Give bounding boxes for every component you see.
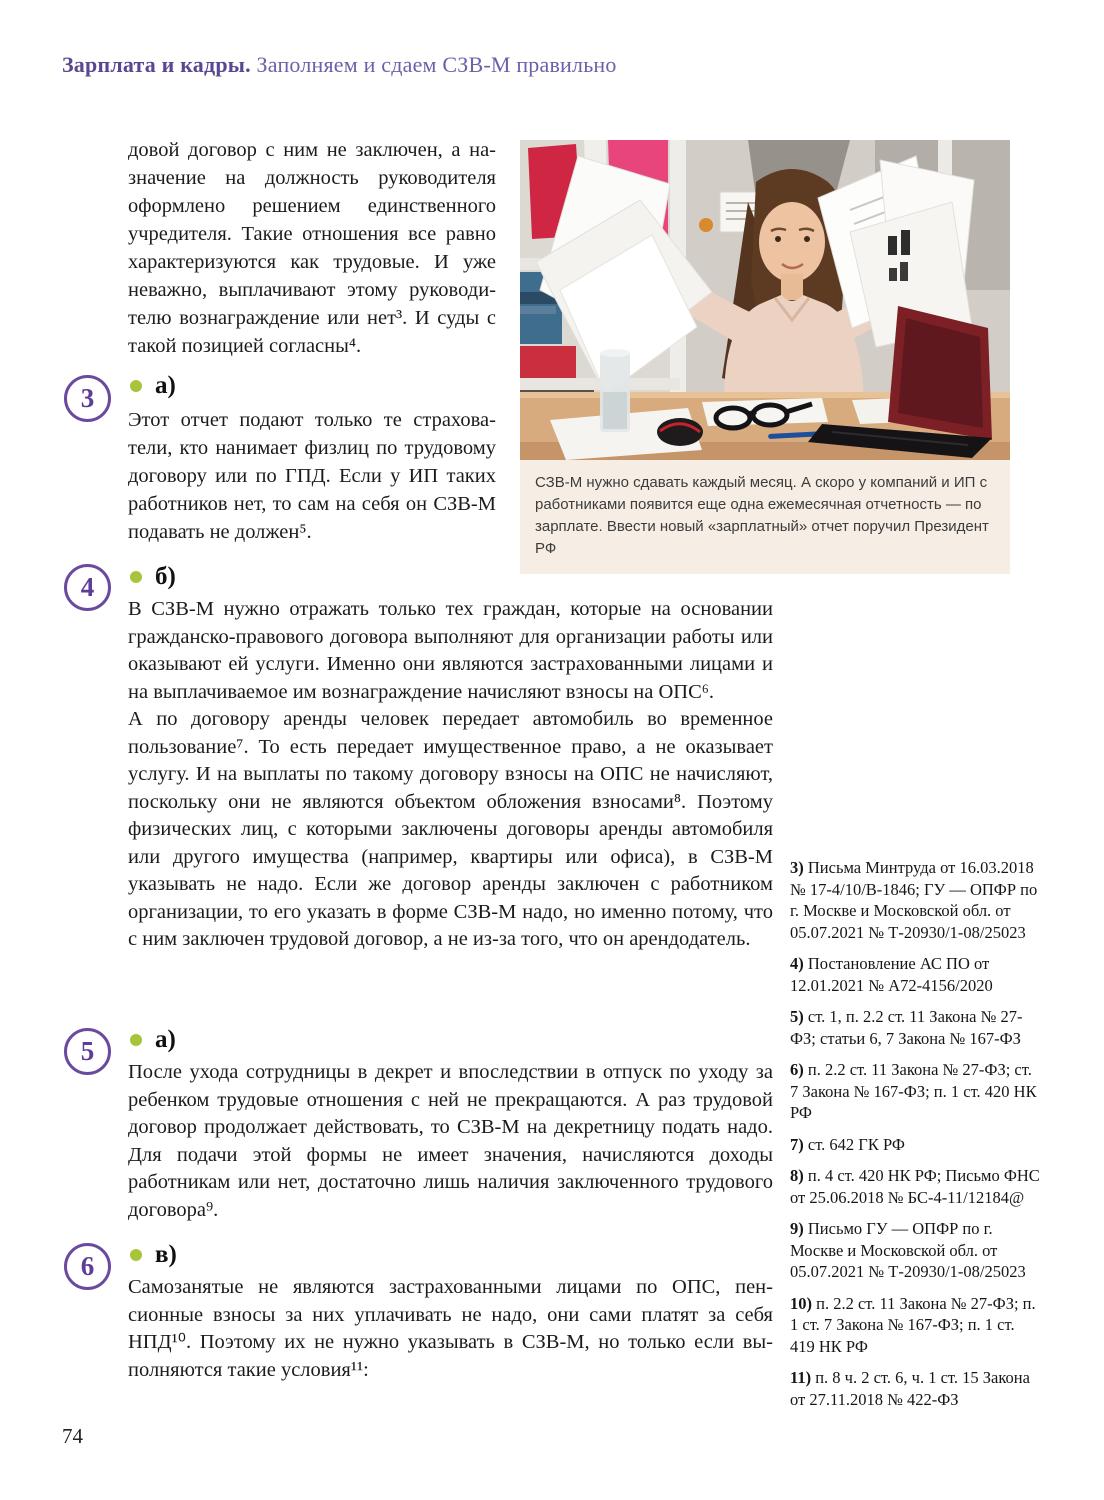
footnote: 4) Постановление АС ПО от 12.01.2021 № А72-4156/2020 bbox=[790, 954, 993, 995]
section-label: а) bbox=[155, 1026, 176, 1053]
section-heading-3 bbox=[130, 372, 176, 400]
section-label: в) bbox=[155, 1241, 177, 1268]
running-head-rubric: Зарплата и кадры. bbox=[62, 52, 251, 77]
footnote: 11) п. 8 ч. 2 ст. 6, ч. 1 ст. 15 Закона от 27.11.2018 № 422-ФЗ bbox=[790, 1368, 1030, 1409]
green-bullet-icon bbox=[130, 571, 142, 583]
section-label: а) bbox=[155, 372, 176, 399]
section-heading-5 bbox=[130, 1026, 176, 1054]
section-badge-4 bbox=[64, 564, 111, 611]
section-badge-6 bbox=[64, 1243, 111, 1290]
photo-caption: СЗВ-М нужно сдавать каждый месяц. А скоро у компаний и ИП с работниками появится еще одна ежемесячная отчетность — по зарплате. Ввести новый «зарплатный» отчет поручил Президент РФ bbox=[520, 460, 1010, 574]
footnote: 10) п. 2.2 ст. 11 Закона № 27-ФЗ; п. 1 ст. 7 Закона № 167-ФЗ; п. 1 ст. 419 НК РФ bbox=[790, 1293, 1036, 1356]
section-badge-3 bbox=[64, 375, 111, 422]
page-number: 74 bbox=[62, 1424, 83, 1448]
section-text-3: Этот отчет подают только те страхователи, кто нанимает физлиц по трудовому договору или по ГПД. Если у ИП таких работников нет, то сам на себя он СЗВ-М подавать не должен⁵. bbox=[128, 409, 496, 543]
section-badge-5 bbox=[64, 1028, 111, 1075]
running-head-title: Заполняем и сдаем СЗВ-М правильно bbox=[256, 52, 617, 77]
section-heading-4 bbox=[130, 563, 176, 591]
section-heading-6 bbox=[130, 1241, 177, 1269]
office-photo bbox=[520, 140, 1010, 460]
footnote: 5) ст. 1, п. 2.2 ст. 11 Закона № 27-ФЗ; статьи 6, 7 Закона № 167-ФЗ bbox=[790, 1007, 1023, 1048]
intro-paragraph: довой договор с ним не заключен, а назначение на должность руководителя оформлено решением единственного учредителя. Такие отношения все равно характеризуются как трудовые. И уже неважно, выплачивают этому руководителю вознаграждение или нет³. И суды с такой позицией согласны⁴. bbox=[128, 139, 496, 357]
section-number: 4 bbox=[80, 572, 95, 602]
footnote: 9) Письмо ГУ — ОПФР по г. Москве и Московской обл. от 05.07.2021 № Т-20930/1-08/25023 bbox=[790, 1219, 1026, 1281]
running-head bbox=[62, 52, 617, 78]
footnotes-column bbox=[790, 857, 1042, 1420]
section-text-5: После ухода сотрудницы в декрет и впоследствии в отпуск по уходу за ребенком трудовые отношения с ней не прекращаются. А раз трудовой договор продолжает действовать, то СЗВ-М на декретницу подать надо. Для подачи этой формы не имеет значения, начисляются доходы работникам или нет, достаточно лишь наличия заключенного трудового договора⁹. bbox=[128, 1061, 773, 1221]
footnote: 8) п. 4 ст. 420 НК РФ; Письмо ФНС от 25.06.2018 № БС-4-11/12184@ bbox=[790, 1166, 1040, 1207]
section-text-4: В СЗВ-М нужно отражать только тех граждан, которые на основании гражданско-правового договора выполняют для организации работы или оказывают ей услуги. Именно они являются застрахованными лицами и на выплачиваемое им вознаграждение начисляют взносы на ОПС⁶. А по договору аренды человек передает автомобиль во временное пользование⁷. То есть передает имущественное право, а не оказывает услугу. И на выплаты по такому договору взносы на ОПС не начисляют, поскольку они не являются объектом обложения взносами⁸. Поэтому физических лиц, с которыми заключены договоры аренды автомобиля или другого имущества (например, квартиры или офиса), в СЗВ-М указывать не надо. Если же договор аренды заключен с работником организации, то его указать в форме СЗВ-М надо, но именно потому, что с ним заключен трудовой договор, а не из-за того, что он арендодатель. bbox=[128, 598, 773, 950]
section-number: 3 bbox=[80, 383, 95, 413]
section-number: 6 bbox=[80, 1251, 95, 1281]
section-text-6: Самозанятые не являются застрахованными лицами по ОПС, пенсионные взносы за них уплачивать не надо, они сами платят за себя НПД¹⁰. Поэтому их не нужно указывать в СЗВ-М, но только если выполняются такие условия¹¹: bbox=[128, 1276, 773, 1381]
green-bullet-icon bbox=[130, 1034, 142, 1046]
footnote: 7) ст. 642 ГК РФ bbox=[790, 1134, 905, 1154]
article-photo-block bbox=[520, 140, 1010, 574]
green-bullet-icon bbox=[130, 380, 142, 392]
footnote: 3) Письма Минтруда от 16.03.2018 № 17-4/10/В-1846; ГУ — ОПФР по г. Москве и Московской обл. от 05.07.2021 № Т-20930/1-08/25023 bbox=[790, 858, 1038, 942]
green-bullet-icon bbox=[130, 1249, 142, 1261]
section-number: 5 bbox=[80, 1036, 95, 1066]
footnote: 6) п. 2.2 ст. 11 Закона № 27-ФЗ; ст. 7 Закона № 167-ФЗ; п. 1 ст. 420 НК РФ bbox=[790, 1060, 1037, 1122]
section-label: б) bbox=[155, 563, 176, 590]
